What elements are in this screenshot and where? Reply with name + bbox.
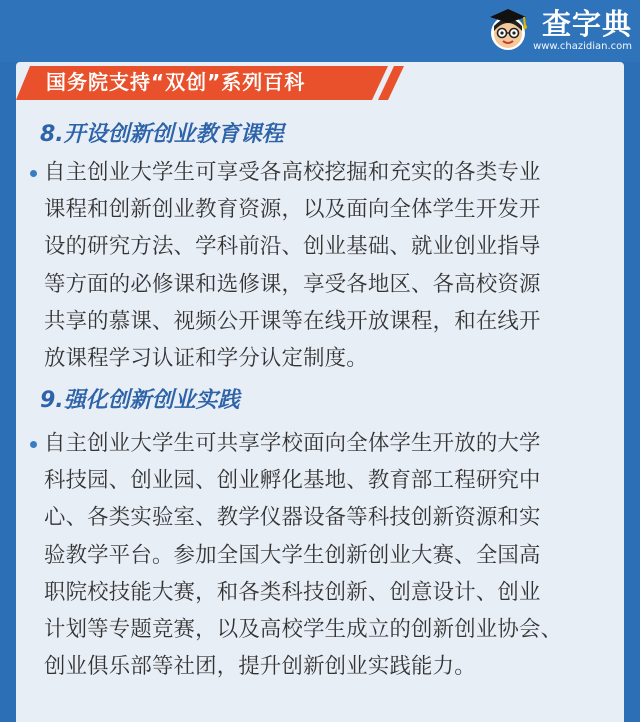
mascot-icon [485,7,531,53]
text-line: 课程和创新创业教育资源，以及面向全体学生开发开 [44,197,541,223]
text-line: 自主创业大学生可共享学校面向全体学生开放的大学 [44,431,541,456]
bullet-icon [30,441,37,448]
logo-url: www.chazidian.com [533,40,632,52]
text-line: 心、各类实验室、教学仪器设备等科技创新资源和实 [44,505,541,531]
text-line: 职院校技能大赛，和各类科技创新、创意设计、创业 [44,579,541,605]
section-heading-8: 8.开设创新创业教育课程 [40,122,284,147]
text-line: 等方面的必修课和选修课，享受各地区、各高校资源 [44,271,541,297]
section-heading-9: 9.强化创新创业实践 [40,388,240,413]
content-card [16,62,624,722]
section-9-body [28,425,608,687]
banner-title: 国务院支持“双创”系列百科 [46,70,306,94]
text-line: 自主创业大学生可享受各高校挖掘和充实的各类专业 [44,160,541,185]
text-line: 共享的慕课、视频公开课等在线开放课程，和在线开 [44,308,541,334]
section-8-body [28,154,608,378]
paragraph [44,154,608,377]
text-line: 科技园、创业园、创业孵化基地、教育部工程研究中 [44,468,541,494]
text-line: 设的研究方法、学科前沿、创业基础、就业创业指导 [44,234,541,260]
logo-text: 查字典 [541,6,632,41]
paragraph [44,425,608,685]
site-logo[interactable] [485,4,632,56]
text-line: 验教学平台。参加全国大学生创新创业大赛、全国高 [44,542,541,568]
text-line: 创业俱乐部等社团，提升创新创业实践能力。 [44,654,476,680]
text-line: 计划等专题竞赛，以及高校学生成立的创新创业协会、 [44,617,563,643]
series-banner [16,62,436,102]
text-line: 放课程学习认证和学分认定制度。 [44,346,368,372]
bullet-icon [30,170,37,177]
